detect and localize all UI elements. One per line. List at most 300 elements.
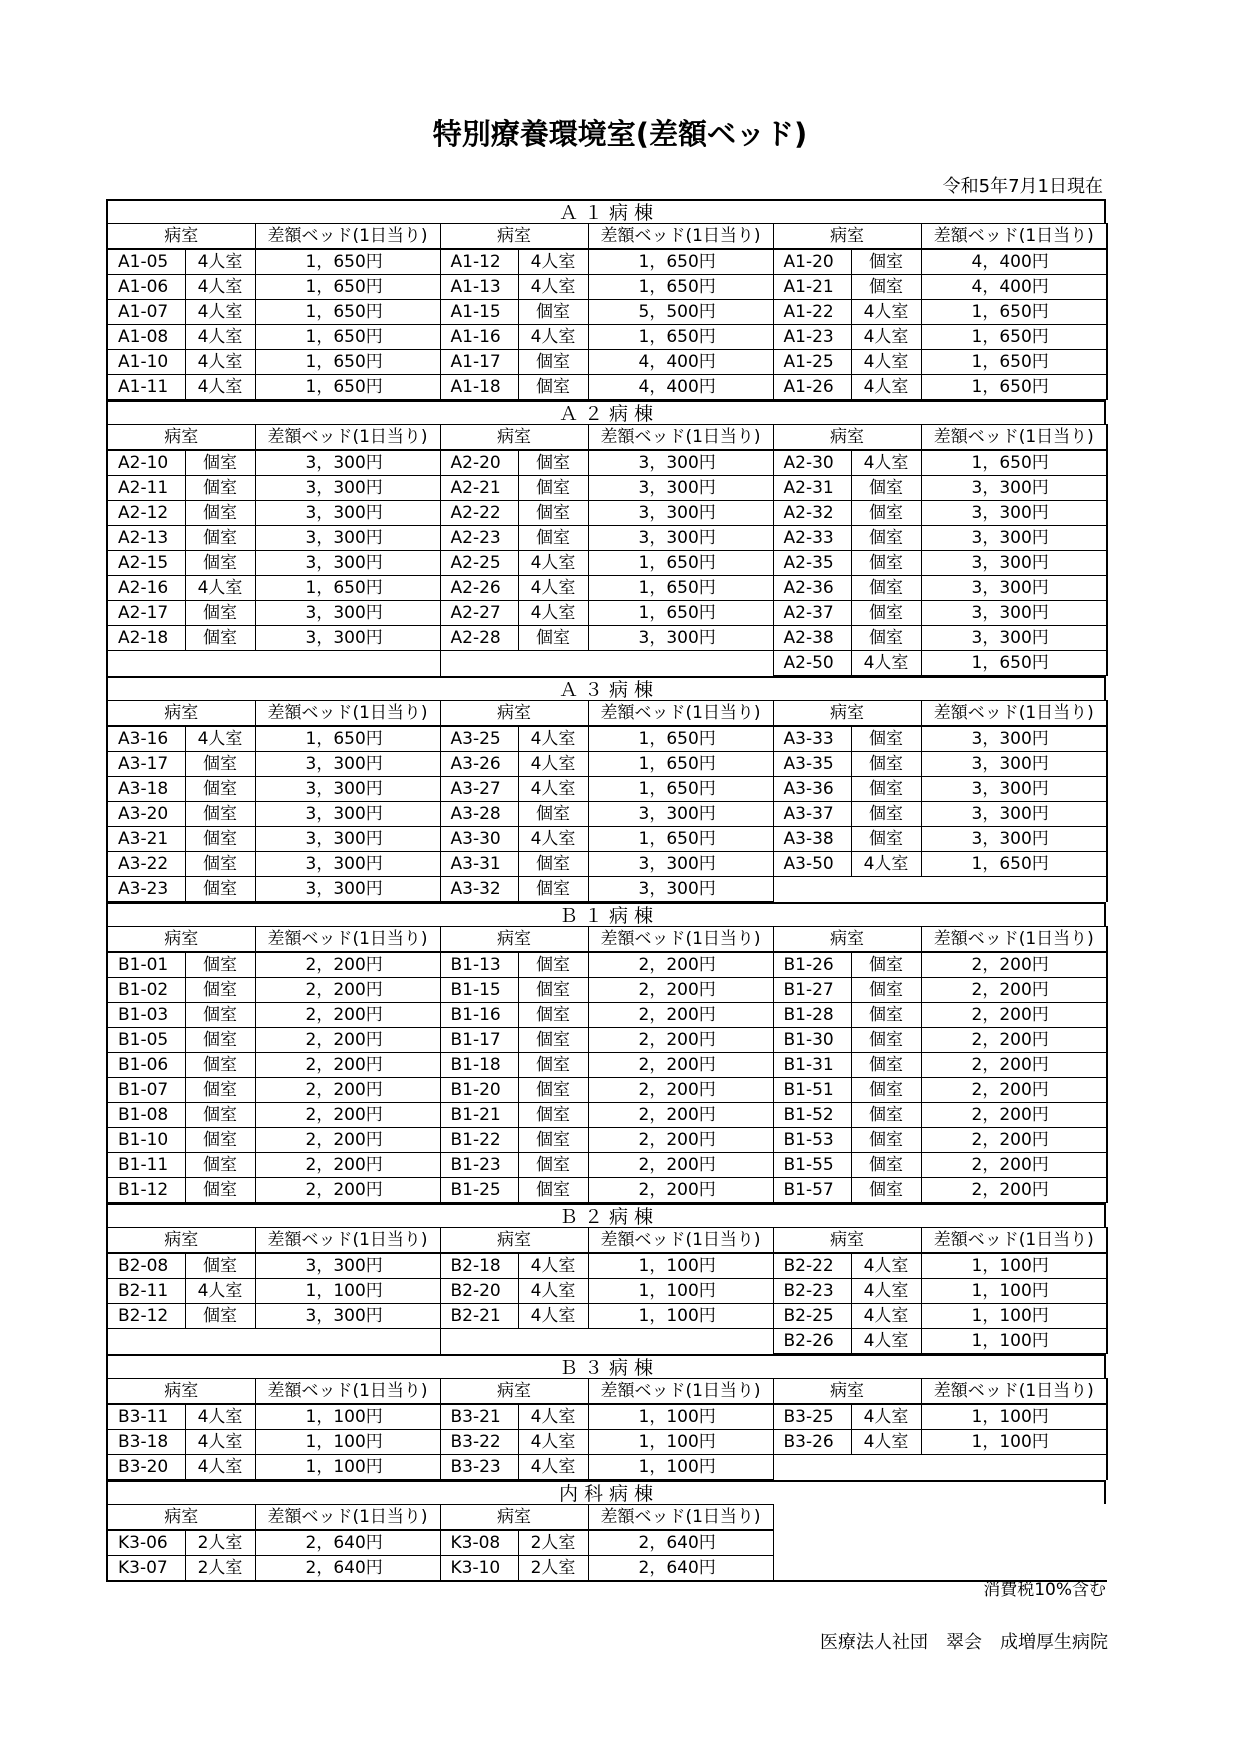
room-number: A2-28 <box>440 626 518 651</box>
room-price: 1，650円 <box>921 852 1107 877</box>
room-number: B1-10 <box>107 1128 185 1153</box>
room-number: B1-11 <box>107 1153 185 1178</box>
room-price: 2，200円 <box>588 1053 773 1078</box>
room-price: 2，200円 <box>255 1028 440 1053</box>
room-type: 個室 <box>185 501 255 526</box>
room-price: 3，300円 <box>588 626 773 651</box>
room-type: 4人室 <box>185 300 255 325</box>
room-number: A2-33 <box>773 526 851 551</box>
room-type: 個室 <box>851 777 921 802</box>
room-number: A1-16 <box>440 325 518 350</box>
room-price: 1，100円 <box>588 1253 773 1279</box>
room-type: 個室 <box>851 726 921 752</box>
col-header-price: 差額ベッド(1日当り) <box>588 1228 773 1254</box>
room-price: 4，400円 <box>588 375 773 400</box>
room-price: 1，100円 <box>255 1404 440 1430</box>
ward-header: Ａ １ 病 棟 <box>106 199 1106 223</box>
room-price: 5，500円 <box>588 300 773 325</box>
room-type: 4人室 <box>518 752 588 777</box>
ward-header: Ｂ ３ 病 棟 <box>106 1354 1106 1378</box>
room-price: 2，200円 <box>255 978 440 1003</box>
room-price: 2，200円 <box>921 952 1107 978</box>
room-type: 個室 <box>851 978 921 1003</box>
table-row <box>107 1028 1107 1053</box>
table-row <box>107 852 1107 877</box>
room-price: 1，650円 <box>588 726 773 752</box>
ward-header: Ａ ２ 病 棟 <box>106 400 1106 424</box>
ward-table <box>106 926 1108 1203</box>
room-type: 個室 <box>185 1253 255 1279</box>
room-price: 4，400円 <box>588 350 773 375</box>
col-header-room: 病室 <box>440 927 588 953</box>
room-number: A1-20 <box>773 249 851 275</box>
col-header-room: 病室 <box>773 1228 921 1254</box>
room-number: B1-25 <box>440 1178 518 1203</box>
room-price: 4，400円 <box>921 275 1107 300</box>
room-type: 2人室 <box>518 1530 588 1556</box>
ward-table <box>106 700 1108 902</box>
room-type: 4人室 <box>851 450 921 476</box>
table-row <box>107 1329 1107 1354</box>
table-header-row <box>107 1379 1107 1405</box>
room-price: 3，300円 <box>921 752 1107 777</box>
table-row <box>107 1430 1107 1455</box>
room-type: 4人室 <box>185 375 255 400</box>
room-price: 3，300円 <box>255 1253 440 1279</box>
col-header-price: 差額ベッド(1日当り) <box>255 1505 440 1531</box>
room-type: 2人室 <box>185 1530 255 1556</box>
empty-cell <box>773 1505 1107 1531</box>
room-number: A3-30 <box>440 827 518 852</box>
room-type: 4人室 <box>518 1279 588 1304</box>
room-type: 4人室 <box>518 325 588 350</box>
room-price: 1，100円 <box>588 1404 773 1430</box>
table-row <box>107 526 1107 551</box>
room-type: 個室 <box>518 375 588 400</box>
room-number: A3-36 <box>773 777 851 802</box>
room-type: 個室 <box>518 350 588 375</box>
room-number: A2-32 <box>773 501 851 526</box>
empty-cell <box>773 877 1107 902</box>
room-number: A3-50 <box>773 852 851 877</box>
col-header-price: 差額ベッド(1日当り) <box>921 425 1107 451</box>
room-price: 1，650円 <box>255 726 440 752</box>
room-type: 4人室 <box>518 1455 588 1480</box>
room-price: 3，300円 <box>921 626 1107 651</box>
table-row <box>107 1556 1107 1582</box>
table-row <box>107 1455 1107 1480</box>
room-number: A3-21 <box>107 827 185 852</box>
room-type: 個室 <box>185 526 255 551</box>
col-header-room: 病室 <box>107 224 255 250</box>
table-row <box>107 626 1107 651</box>
col-header-room: 病室 <box>773 927 921 953</box>
room-price: 2，200円 <box>588 1178 773 1203</box>
table-row <box>107 1128 1107 1153</box>
room-price: 2，200円 <box>588 952 773 978</box>
col-header-price: 差額ベッド(1日当り) <box>588 1505 773 1531</box>
col-header-room: 病室 <box>440 425 588 451</box>
room-price: 2，200円 <box>588 1078 773 1103</box>
room-price: 3，300円 <box>255 626 440 651</box>
ward-table <box>106 424 1108 676</box>
col-header-price: 差額ベッド(1日当り) <box>921 701 1107 727</box>
room-number: A2-37 <box>773 601 851 626</box>
room-type: 4人室 <box>518 777 588 802</box>
room-type: 個室 <box>185 1153 255 1178</box>
room-number: A1-05 <box>107 249 185 275</box>
room-price: 2，200円 <box>921 1028 1107 1053</box>
room-number: A2-17 <box>107 601 185 626</box>
room-number: B1-20 <box>440 1078 518 1103</box>
room-type: 個室 <box>851 1003 921 1028</box>
table-row <box>107 827 1107 852</box>
room-price: 1，650円 <box>255 325 440 350</box>
empty-cell <box>773 1530 1107 1556</box>
table-row <box>107 978 1107 1003</box>
room-number: B1-52 <box>773 1103 851 1128</box>
room-number: B3-18 <box>107 1430 185 1455</box>
room-type: 個室 <box>851 1178 921 1203</box>
room-number: B1-08 <box>107 1103 185 1128</box>
room-number: B3-26 <box>773 1430 851 1455</box>
room-number: B3-11 <box>107 1404 185 1430</box>
room-price: 1，100円 <box>921 1329 1107 1354</box>
table-row <box>107 450 1107 476</box>
ward-table <box>106 223 1108 400</box>
room-type: 個室 <box>851 551 921 576</box>
room-price: 3，300円 <box>921 551 1107 576</box>
col-header-price: 差額ベッド(1日当り) <box>255 927 440 953</box>
table-row <box>107 1178 1107 1203</box>
room-price: 2，200円 <box>921 1053 1107 1078</box>
room-number: B1-07 <box>107 1078 185 1103</box>
room-price: 2，200円 <box>921 1128 1107 1153</box>
room-price: 3，300円 <box>921 526 1107 551</box>
col-header-room: 病室 <box>773 701 921 727</box>
room-type: 4人室 <box>518 1430 588 1455</box>
room-price: 3，300円 <box>588 802 773 827</box>
room-number: A2-31 <box>773 476 851 501</box>
room-type: 個室 <box>185 626 255 651</box>
page-title: 特別療養環境室(差額ベッド) <box>432 117 808 151</box>
room-type: 個室 <box>518 978 588 1003</box>
room-type: 個室 <box>185 952 255 978</box>
room-type: 2人室 <box>518 1556 588 1582</box>
empty-cell <box>440 1329 773 1354</box>
room-price: 2，200円 <box>921 1003 1107 1028</box>
ward-header: 内 科 病 棟 <box>106 1480 1106 1504</box>
ward-price-sheet <box>106 199 1106 1582</box>
room-price: 3，300円 <box>921 501 1107 526</box>
room-number: B1-15 <box>440 978 518 1003</box>
col-header-price: 差額ベッド(1日当り) <box>921 927 1107 953</box>
col-header-room: 病室 <box>773 425 921 451</box>
room-type: 4人室 <box>851 325 921 350</box>
room-type: 4人室 <box>518 1304 588 1329</box>
room-price: 2，200円 <box>255 1128 440 1153</box>
room-number: B1-22 <box>440 1128 518 1153</box>
room-type: 4人室 <box>185 1430 255 1455</box>
col-header-price: 差額ベッド(1日当り) <box>588 927 773 953</box>
room-number: B1-18 <box>440 1053 518 1078</box>
table-row <box>107 1078 1107 1103</box>
room-number: B1-01 <box>107 952 185 978</box>
room-number: B1-26 <box>773 952 851 978</box>
room-type: 個室 <box>185 802 255 827</box>
room-price: 2，200円 <box>921 1178 1107 1203</box>
room-price: 2，200円 <box>588 1153 773 1178</box>
room-price: 1，650円 <box>921 325 1107 350</box>
room-number: A1-15 <box>440 300 518 325</box>
table-header-row <box>107 1228 1107 1254</box>
room-type: 個室 <box>851 275 921 300</box>
room-number: A2-50 <box>773 651 851 676</box>
room-type: 個室 <box>185 601 255 626</box>
room-number: A1-06 <box>107 275 185 300</box>
room-price: 2，200円 <box>255 1003 440 1028</box>
room-price: 1，100円 <box>921 1304 1107 1329</box>
col-header-room: 病室 <box>440 1505 588 1531</box>
room-number: B3-23 <box>440 1455 518 1480</box>
room-type: 個室 <box>851 1028 921 1053</box>
ward-header: Ａ ３ 病 棟 <box>106 676 1106 700</box>
room-number: B1-13 <box>440 952 518 978</box>
room-type: 4人室 <box>518 576 588 601</box>
room-number: A3-35 <box>773 752 851 777</box>
table-row <box>107 601 1107 626</box>
table-row <box>107 501 1107 526</box>
room-price: 1，650円 <box>588 275 773 300</box>
room-type: 個室 <box>185 1078 255 1103</box>
room-price: 2，640円 <box>588 1556 773 1582</box>
room-number: A1-08 <box>107 325 185 350</box>
room-type: 個室 <box>185 877 255 902</box>
room-price: 2，200円 <box>588 1103 773 1128</box>
col-header-room: 病室 <box>107 1228 255 1254</box>
room-number: B1-28 <box>773 1003 851 1028</box>
room-type: 個室 <box>518 501 588 526</box>
room-type: 個室 <box>851 952 921 978</box>
room-type: 4人室 <box>185 1455 255 1480</box>
room-number: A1-11 <box>107 375 185 400</box>
table-row <box>107 275 1107 300</box>
room-price: 3，300円 <box>255 450 440 476</box>
room-number: K3-10 <box>440 1556 518 1582</box>
empty-cell <box>107 1329 440 1354</box>
room-price: 1，650円 <box>588 752 773 777</box>
col-header-price: 差額ベッド(1日当り) <box>255 425 440 451</box>
empty-cell <box>773 1455 1107 1480</box>
room-number: A1-25 <box>773 350 851 375</box>
room-type: 個室 <box>185 1028 255 1053</box>
room-type: 4人室 <box>185 249 255 275</box>
room-type: 4人室 <box>851 1329 921 1354</box>
room-type: 4人室 <box>851 1253 921 1279</box>
room-price: 2，200円 <box>921 1103 1107 1128</box>
room-price: 2，200円 <box>588 978 773 1003</box>
room-number: B2-21 <box>440 1304 518 1329</box>
room-type: 4人室 <box>518 827 588 852</box>
col-header-price: 差額ベッド(1日当り) <box>255 224 440 250</box>
room-price: 3，300円 <box>921 476 1107 501</box>
table-row <box>107 1003 1107 1028</box>
room-type: 個室 <box>185 978 255 1003</box>
room-price: 1，650円 <box>255 576 440 601</box>
table-row <box>107 476 1107 501</box>
room-number: B1-05 <box>107 1028 185 1053</box>
room-price: 3，300円 <box>255 526 440 551</box>
room-number: B1-30 <box>773 1028 851 1053</box>
room-number: A1-26 <box>773 375 851 400</box>
table-row <box>107 1103 1107 1128</box>
room-type: 個室 <box>185 450 255 476</box>
room-number: B2-20 <box>440 1279 518 1304</box>
room-number: A1-17 <box>440 350 518 375</box>
room-type: 4人室 <box>851 375 921 400</box>
room-type: 個室 <box>185 1178 255 1203</box>
room-price: 2，200円 <box>588 1128 773 1153</box>
room-price: 3，300円 <box>921 777 1107 802</box>
room-number: A2-20 <box>440 450 518 476</box>
room-type: 個室 <box>185 752 255 777</box>
room-price: 2，640円 <box>255 1556 440 1582</box>
room-number: A1-13 <box>440 275 518 300</box>
room-price: 3，300円 <box>255 877 440 902</box>
room-type: 個室 <box>185 1053 255 1078</box>
room-number: B2-22 <box>773 1253 851 1279</box>
room-type: 個室 <box>518 952 588 978</box>
room-price: 2，640円 <box>255 1530 440 1556</box>
room-type: 4人室 <box>185 726 255 752</box>
room-price: 2，200円 <box>255 1053 440 1078</box>
room-type: 個室 <box>518 1153 588 1178</box>
room-number: A2-15 <box>107 551 185 576</box>
table-row <box>107 1153 1107 1178</box>
room-price: 1，100円 <box>921 1279 1107 1304</box>
room-price: 3，300円 <box>255 1304 440 1329</box>
room-type: 個室 <box>518 450 588 476</box>
room-type: 4人室 <box>185 1404 255 1430</box>
room-type: 個室 <box>851 1078 921 1103</box>
room-price: 3，300円 <box>921 827 1107 852</box>
table-row <box>107 551 1107 576</box>
room-type: 4人室 <box>851 1279 921 1304</box>
table-row <box>107 1304 1107 1329</box>
room-number: A1-22 <box>773 300 851 325</box>
room-price: 1，650円 <box>588 249 773 275</box>
room-number: B3-22 <box>440 1430 518 1455</box>
room-number: A2-25 <box>440 551 518 576</box>
room-type: 個室 <box>518 300 588 325</box>
table-row <box>107 1404 1107 1430</box>
room-number: B2-18 <box>440 1253 518 1279</box>
room-type: 4人室 <box>518 249 588 275</box>
room-number: A1-12 <box>440 249 518 275</box>
room-number: A2-36 <box>773 576 851 601</box>
room-type: 4人室 <box>851 651 921 676</box>
room-number: A2-12 <box>107 501 185 526</box>
room-number: A2-35 <box>773 551 851 576</box>
room-number: B1-53 <box>773 1128 851 1153</box>
room-number: B2-08 <box>107 1253 185 1279</box>
room-number: A2-38 <box>773 626 851 651</box>
room-price: 1，650円 <box>588 576 773 601</box>
room-type: 4人室 <box>518 551 588 576</box>
room-price: 3，300円 <box>255 752 440 777</box>
room-price: 1，650円 <box>588 551 773 576</box>
room-type: 4人室 <box>851 1404 921 1430</box>
room-type: 個室 <box>851 601 921 626</box>
room-number: B1-21 <box>440 1103 518 1128</box>
room-number: B1-57 <box>773 1178 851 1203</box>
col-header-price: 差額ベッド(1日当り) <box>255 1379 440 1405</box>
room-price: 1，650円 <box>255 249 440 275</box>
room-price: 2，200円 <box>921 1153 1107 1178</box>
room-type: 4人室 <box>851 1304 921 1329</box>
room-number: A3-20 <box>107 802 185 827</box>
room-type: 個室 <box>851 1128 921 1153</box>
room-price: 1，650円 <box>255 275 440 300</box>
room-number: B3-25 <box>773 1404 851 1430</box>
room-price: 2，200円 <box>255 1153 440 1178</box>
room-price: 3，300円 <box>588 526 773 551</box>
room-type: 個室 <box>851 827 921 852</box>
room-number: A2-26 <box>440 576 518 601</box>
table-row <box>107 777 1107 802</box>
room-number: K3-08 <box>440 1530 518 1556</box>
col-header-price: 差額ベッド(1日当り) <box>588 1379 773 1405</box>
table-header-row <box>107 927 1107 953</box>
room-type: 個室 <box>185 852 255 877</box>
room-number: A1-10 <box>107 350 185 375</box>
room-price: 3，300円 <box>255 802 440 827</box>
room-price: 1，100円 <box>921 1430 1107 1455</box>
room-number: B2-23 <box>773 1279 851 1304</box>
table-row <box>107 651 1107 676</box>
room-price: 3，300円 <box>255 551 440 576</box>
room-type: 個室 <box>518 626 588 651</box>
col-header-price: 差額ベッド(1日当り) <box>255 1228 440 1254</box>
room-type: 個室 <box>851 249 921 275</box>
room-type: 個室 <box>518 1053 588 1078</box>
room-price: 1，100円 <box>588 1455 773 1480</box>
room-price: 2，200円 <box>255 1178 440 1203</box>
room-price: 1，650円 <box>588 827 773 852</box>
room-type: 個室 <box>851 626 921 651</box>
room-number: A2-22 <box>440 501 518 526</box>
table-row <box>107 952 1107 978</box>
room-type: 個室 <box>185 1304 255 1329</box>
ward-header: Ｂ １ 病 棟 <box>106 902 1106 926</box>
col-header-room: 病室 <box>107 1379 255 1405</box>
room-type: 個室 <box>185 827 255 852</box>
room-number: B2-11 <box>107 1279 185 1304</box>
col-header-room: 病室 <box>440 224 588 250</box>
room-number: A2-30 <box>773 450 851 476</box>
room-number: A2-13 <box>107 526 185 551</box>
room-number: A3-25 <box>440 726 518 752</box>
room-type: 個室 <box>518 802 588 827</box>
room-type: 個室 <box>185 1103 255 1128</box>
room-price: 3，300円 <box>921 726 1107 752</box>
room-type: 個室 <box>518 852 588 877</box>
room-type: 個室 <box>518 1078 588 1103</box>
col-header-price: 差額ベッド(1日当り) <box>588 425 773 451</box>
table-row <box>107 1279 1107 1304</box>
room-price: 1，650円 <box>588 601 773 626</box>
room-price: 2，200円 <box>255 952 440 978</box>
